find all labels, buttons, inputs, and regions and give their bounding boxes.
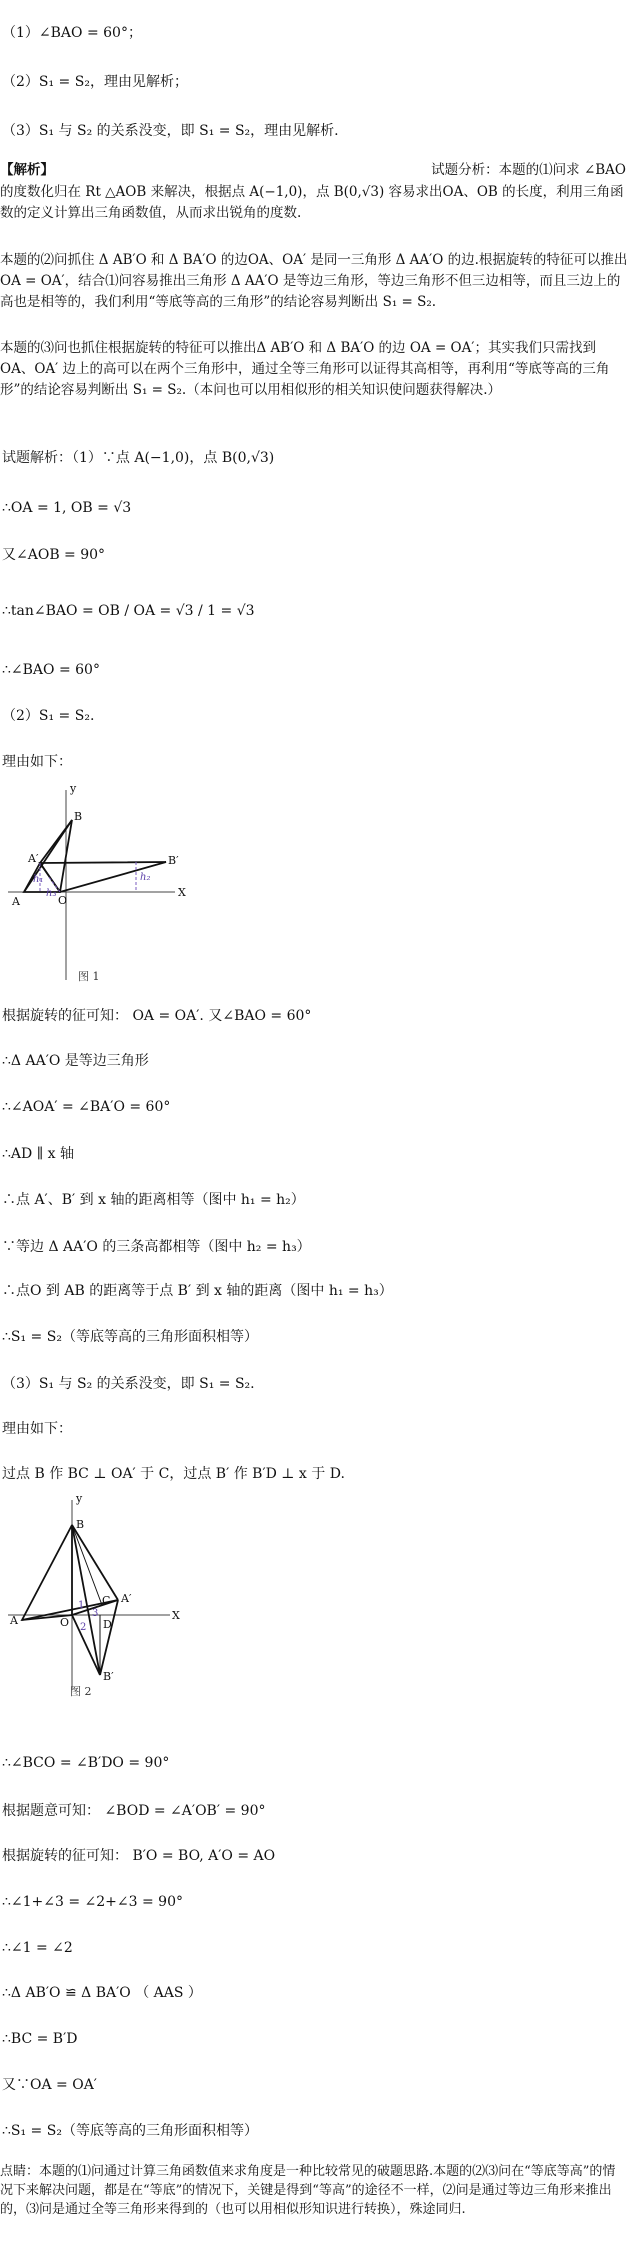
solution-line: ∴Δ AA′O 是等边三角形: [2, 1053, 149, 1069]
solution-line: ∴tan∠BAO = OB / OA = √3 / 1 = √3: [2, 603, 255, 619]
solution-line: 理由如下：: [2, 1421, 72, 1437]
fig1-x-label: X: [178, 886, 186, 899]
fig2-point-B-prime: B′: [103, 1670, 114, 1683]
solution-line: ∴S₁ = S₂（等底等高的三角形面积相等）: [2, 1329, 258, 1345]
analysis-right-label: 试题分析：本题的⑴问求 ∠BAO: [431, 162, 626, 178]
solution-line: ∴∠AOA′ = ∠BA′O = 60°: [2, 1099, 171, 1115]
fig2-point-A: A: [10, 1614, 18, 1627]
solution-line: ∵等边 Δ AA′O 的三条高都相等（图中 h₂ = h₃）: [2, 1239, 311, 1255]
fig2-point-C: C: [102, 1594, 111, 1607]
answer-1: （1）∠BAO = 60°；: [2, 25, 142, 41]
solution-line: ∴∠1 = ∠2: [2, 1940, 73, 1956]
analysis-para-1: 的度数化归在 Rt △AOB 来解决，根据点 A(−1,0)，点 B(0,√3) 容易求出OA、OB 的长度，利用三角函数的定义计算出三角函数值，从而求出锐角的度数.: [0, 184, 624, 221]
solution-line: 根据题意可知： ∠BOD = ∠A′OB′ = 90°: [2, 1803, 266, 1819]
solution-line: ∴S₁ = S₂（等底等高的三角形面积相等）: [2, 2123, 258, 2139]
fig1-point-B: B: [74, 810, 83, 823]
fig2-point-D: D: [103, 1618, 112, 1631]
solution-line: 过点 B 作 BC ⊥ OA′ 于 C，过点 B′ 作 B′D ⊥ x 于 D.: [2, 1466, 345, 1482]
comment-block: 点睛：本题的⑴问通过计算三角函数值来求角度是一种比较常见的破题思路.本题的⑵⑶问在“等底等高”的情况下来解决问题，都是在“等底”的情况下，关键是得到“等高”的途径不一样，⑵问是通过等边三角形来推出的，⑶问是通过全等三角形来得到的（也可以用相似形知识进行转换），殊途同归.: [0, 2164, 616, 2217]
figure-2: [0, 1490, 200, 1700]
solution-line: ∴∠1+∠3 = ∠2+∠3 = 90°: [2, 1894, 183, 1910]
solution-line: 又∠AOB = 90°: [2, 547, 106, 563]
fig2-angle-2: 2: [80, 1622, 87, 1633]
analysis-heading: 【解析】: [0, 162, 54, 178]
fig1-h2: h₂: [140, 872, 151, 883]
answer-3: （3）S₁ 与 S₂ 的关系没变，即 S₁ = S₂，理由见解析.: [2, 123, 339, 139]
solution-line: 根据旋转的征可知： B′O = BO, A′O = AO: [2, 1848, 276, 1864]
fig2-point-B: B: [76, 1518, 85, 1531]
solution-line: ∴∠BAO = 60°: [2, 662, 100, 678]
fig1-point-A: A: [12, 895, 20, 908]
fig2-point-O: O: [60, 1616, 70, 1629]
solution-line: 理由如下：: [2, 754, 72, 770]
solution-line: ∴OA = 1, OB = √3: [2, 500, 132, 516]
answer-2: （2）S₁ = S₂，理由见解析；: [2, 74, 188, 90]
fig1-caption: 图 1: [78, 970, 100, 983]
solution-line: ∴点 A′、B′ 到 x 轴的距离相等（图中 h₁ = h₂）: [2, 1192, 305, 1208]
solution-line: ∴Δ AB′O ≌ Δ BA′O （ AAS ）: [2, 1985, 202, 2001]
fig1-point-O: O: [58, 894, 68, 907]
solution-line: （3）S₁ 与 S₂ 的关系没变，即 S₁ = S₂.: [2, 1376, 255, 1392]
fig1-h1: h₁: [33, 874, 44, 885]
fig2-y-label: y: [76, 1492, 83, 1505]
fig1-y-label: y: [70, 782, 77, 795]
fig2-caption: 图 2: [70, 1685, 92, 1698]
fig2-x-label: X: [172, 1609, 180, 1622]
solution-line: ∴BC = B′D: [2, 2031, 78, 2047]
analysis-para-2: 本题的⑵问抓住 Δ AB′O 和 Δ BA′O 的边OA、OA′ 是同一三角形 Δ AA′O 的边.根据旋转的特征可以推出OA = OA′，结合⑴问容易推出三角形 Δ AA′O 是等边三角形，等边三角形不但三边相等，而且三边上的高也是相等的，我们利用“等底等高的三角形”的结论容易判断出 S₁ = S₂.: [0, 252, 628, 310]
fig2-point-A-prime: A′: [121, 1592, 132, 1605]
fig2-angle-3: 3: [92, 1608, 99, 1619]
solution-line: ∴点O 到 AB 的距离等于点 B′ 到 x 轴的距离（图中 h₁ = h₃）: [2, 1283, 393, 1299]
solution-line: 又∵OA = OA′: [2, 2077, 97, 2093]
fig1-h3: h₃: [46, 888, 57, 899]
solution-line: 根据旋转的征可知： OA = OA′. 又∠BAO = 60°: [2, 1008, 312, 1024]
solution-line: ∴∠BCO = ∠B′DO = 90°: [2, 1755, 170, 1771]
solution-line: （2）S₁ = S₂.: [2, 708, 95, 724]
solution-line: ∴AD ∥ x 轴: [2, 1146, 74, 1162]
solution-line: 试题解析：（1）∵点 A(−1,0)，点 B(0,√3): [2, 450, 275, 466]
fig2-angle-1: 1: [78, 1600, 85, 1611]
analysis-para-3: 本题的⑶问也抓住根据旋转的特征可以推出Δ AB′O 和 Δ BA′O 的边 OA = OA′；其实我们只需找到OA、OA′ 边上的高可以在两个三角形中，通过全等三角形可以证得其高相等，再利用“等底等高的三角形”的结论容易判断出 S₁ = S₂.（本问也可以用相似形的相关知识使问题获得解决.）: [0, 340, 610, 398]
figure-1: [0, 780, 200, 990]
fig1-point-B-prime: B′: [168, 854, 179, 867]
analysis-block: [0, 160, 628, 181]
fig1-point-A-prime: A′: [28, 852, 39, 865]
